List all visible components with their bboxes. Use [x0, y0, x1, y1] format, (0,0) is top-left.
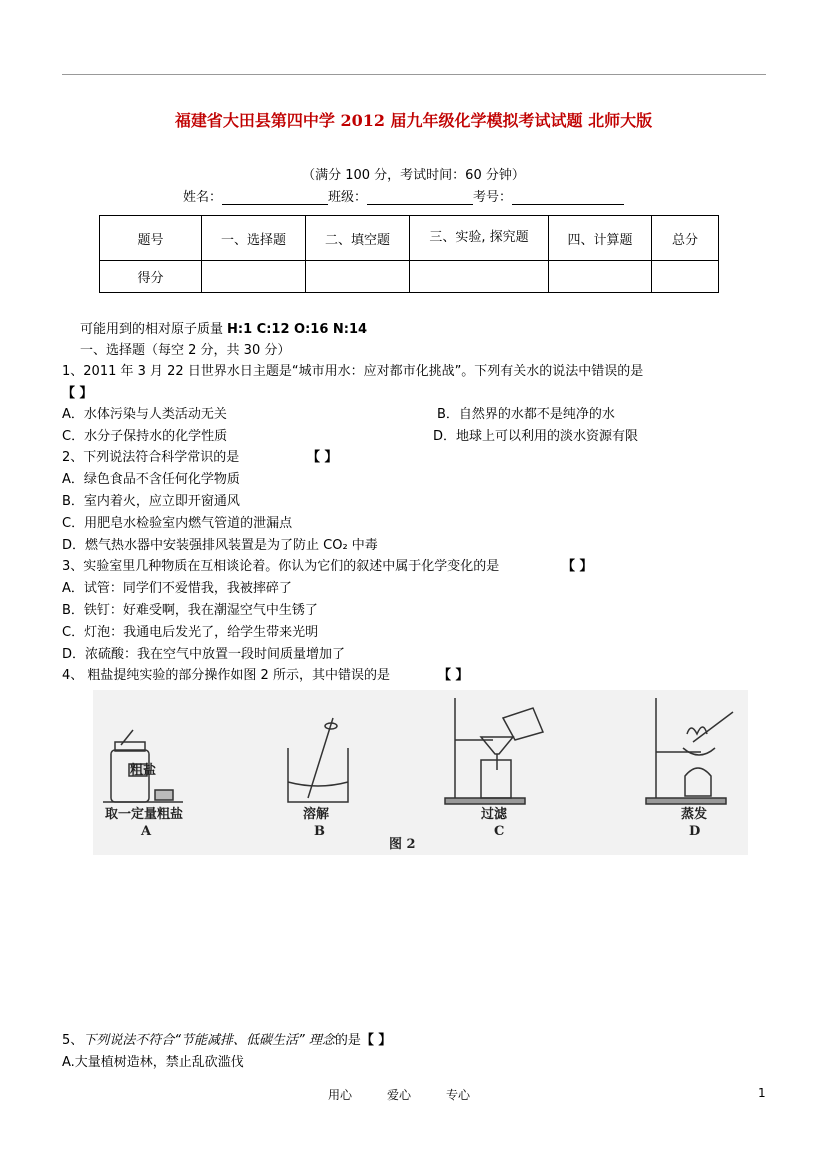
number-blank [512, 190, 624, 205]
page-title: 福建省大田县第四中学 2012 届九年级化学模拟考试试题 北师大版 [174, 111, 653, 130]
number-label: 考号： [473, 190, 513, 205]
section-heading: 一、选择题（每空 2 分，共 30 分） [80, 343, 291, 358]
question-3-stem: 3、实验室里几种物质在互相谈论着。你认为它们的叙述中属于化学变化的是 [62, 559, 500, 574]
option-b: B．自然界的水都不是纯净的水 [437, 407, 615, 422]
question-5-italic: 下列说法不符合“节能减排、低碳生活” 理念 [83, 1033, 335, 1048]
panel-c-caption: 过滤 [481, 807, 508, 822]
question-1-stem: 1、2011 年 3 月 22 日世界水日主题是“城市用水：应对都市化挑战”。下列有关水的说法中错误的是 [62, 364, 644, 379]
question-5-stem [62, 1029, 391, 1048]
score-cell [306, 261, 410, 293]
option-d: D．浓硫酸：我在空气中放置一段时间质量增加了 [62, 647, 346, 662]
exam-subtitle: （满分 100 分，考试时间：60 分钟） [302, 168, 525, 183]
option-a: A．绿色食品不含任何化学物质 [62, 472, 240, 487]
lab-figure [93, 690, 748, 855]
panel-c-letter: C [494, 824, 505, 839]
option-d: D．地球上可以利用的淡水资源有限 [433, 429, 639, 444]
option-a: A.大量植树造林，禁止乱砍滥伐 [62, 1055, 244, 1070]
answer-bracket: 【 】 [307, 450, 338, 465]
panel-a-caption: 取一定量粗盐 [105, 807, 184, 822]
panel-b-caption: 溶解 [303, 807, 330, 822]
table-header-cell: 四、计算题 [549, 216, 652, 261]
atomic-mass-line [80, 318, 367, 337]
footer-slogan-2: 爱心 [387, 1088, 412, 1102]
footer-slogan-1: 用心 [328, 1088, 353, 1102]
table-header-cell: 二、填空题 [306, 216, 410, 261]
footer-slogan-3: 专心 [446, 1088, 471, 1102]
score-table [99, 215, 719, 293]
class-blank [367, 190, 473, 205]
figure-background [93, 690, 748, 855]
page-number: 1 [758, 1086, 766, 1100]
figure-label: 图 2 [389, 837, 416, 852]
answer-bracket: 【 】 [360, 1033, 392, 1048]
student-info-row [183, 186, 624, 205]
answer-bracket: 【 】 [62, 386, 93, 401]
table-header-cell: 总分 [652, 216, 719, 261]
table-header-cell: 题号 [100, 216, 202, 261]
panel-d-caption: 蒸发 [681, 807, 708, 822]
question-5-number: 5、 [62, 1033, 84, 1048]
option-d: D．燃气热水器中安装强排风装置是为了防止 CO₂ 中毒 [62, 538, 378, 553]
question-4-stem: 4、 粗盐提纯实验的部分操作如图 2 所示，其中错误的是 [62, 668, 390, 683]
option-c: C．用肥皂水检验室内燃气管道的泄漏点 [62, 516, 293, 531]
answer-bracket: 【 】 [438, 668, 469, 683]
header-rule [62, 74, 766, 75]
score-cell [549, 261, 652, 293]
option-a: A．水体污染与人类活动无关 [62, 407, 227, 422]
name-blank [222, 190, 328, 205]
option-b: B．室内着火，应立即开窗通风 [62, 494, 240, 509]
option-c: C．水分子保持水的化学性质 [62, 429, 228, 444]
jar-label: 粗盐 [130, 763, 157, 778]
panel-b-letter: B [314, 824, 325, 839]
panel-a-letter: A [141, 824, 152, 839]
score-cell [410, 261, 549, 293]
class-label: 班级： [328, 190, 368, 205]
answer-bracket: 【 】 [562, 559, 593, 574]
question-5-end: 的是 [334, 1033, 361, 1048]
score-row-label: 得分 [100, 261, 202, 293]
name-label: 姓名： [183, 190, 223, 205]
score-cell [652, 261, 719, 293]
table-header-cell: 三、实验, 探究题 [410, 216, 549, 261]
option-a: A．试管：同学们不爱惜我，我被摔碎了 [62, 581, 292, 596]
panel-d-letter: D [689, 824, 701, 839]
table-header-cell: 一、选择题 [202, 216, 306, 261]
option-c: C．灯泡：我通电后发光了，给学生带来光明 [62, 625, 319, 640]
question-2-stem: 2、下列说法符合科学常识的是 [62, 450, 240, 465]
option-b: B．铁钉：好难受啊，我在潮湿空气中生锈了 [62, 603, 318, 618]
atomic-mass-values: H:1 C:12 O:16 N:14 [227, 322, 368, 337]
score-cell [202, 261, 306, 293]
atomic-mass-label: 可能用到的相对原子质量 [80, 322, 224, 337]
